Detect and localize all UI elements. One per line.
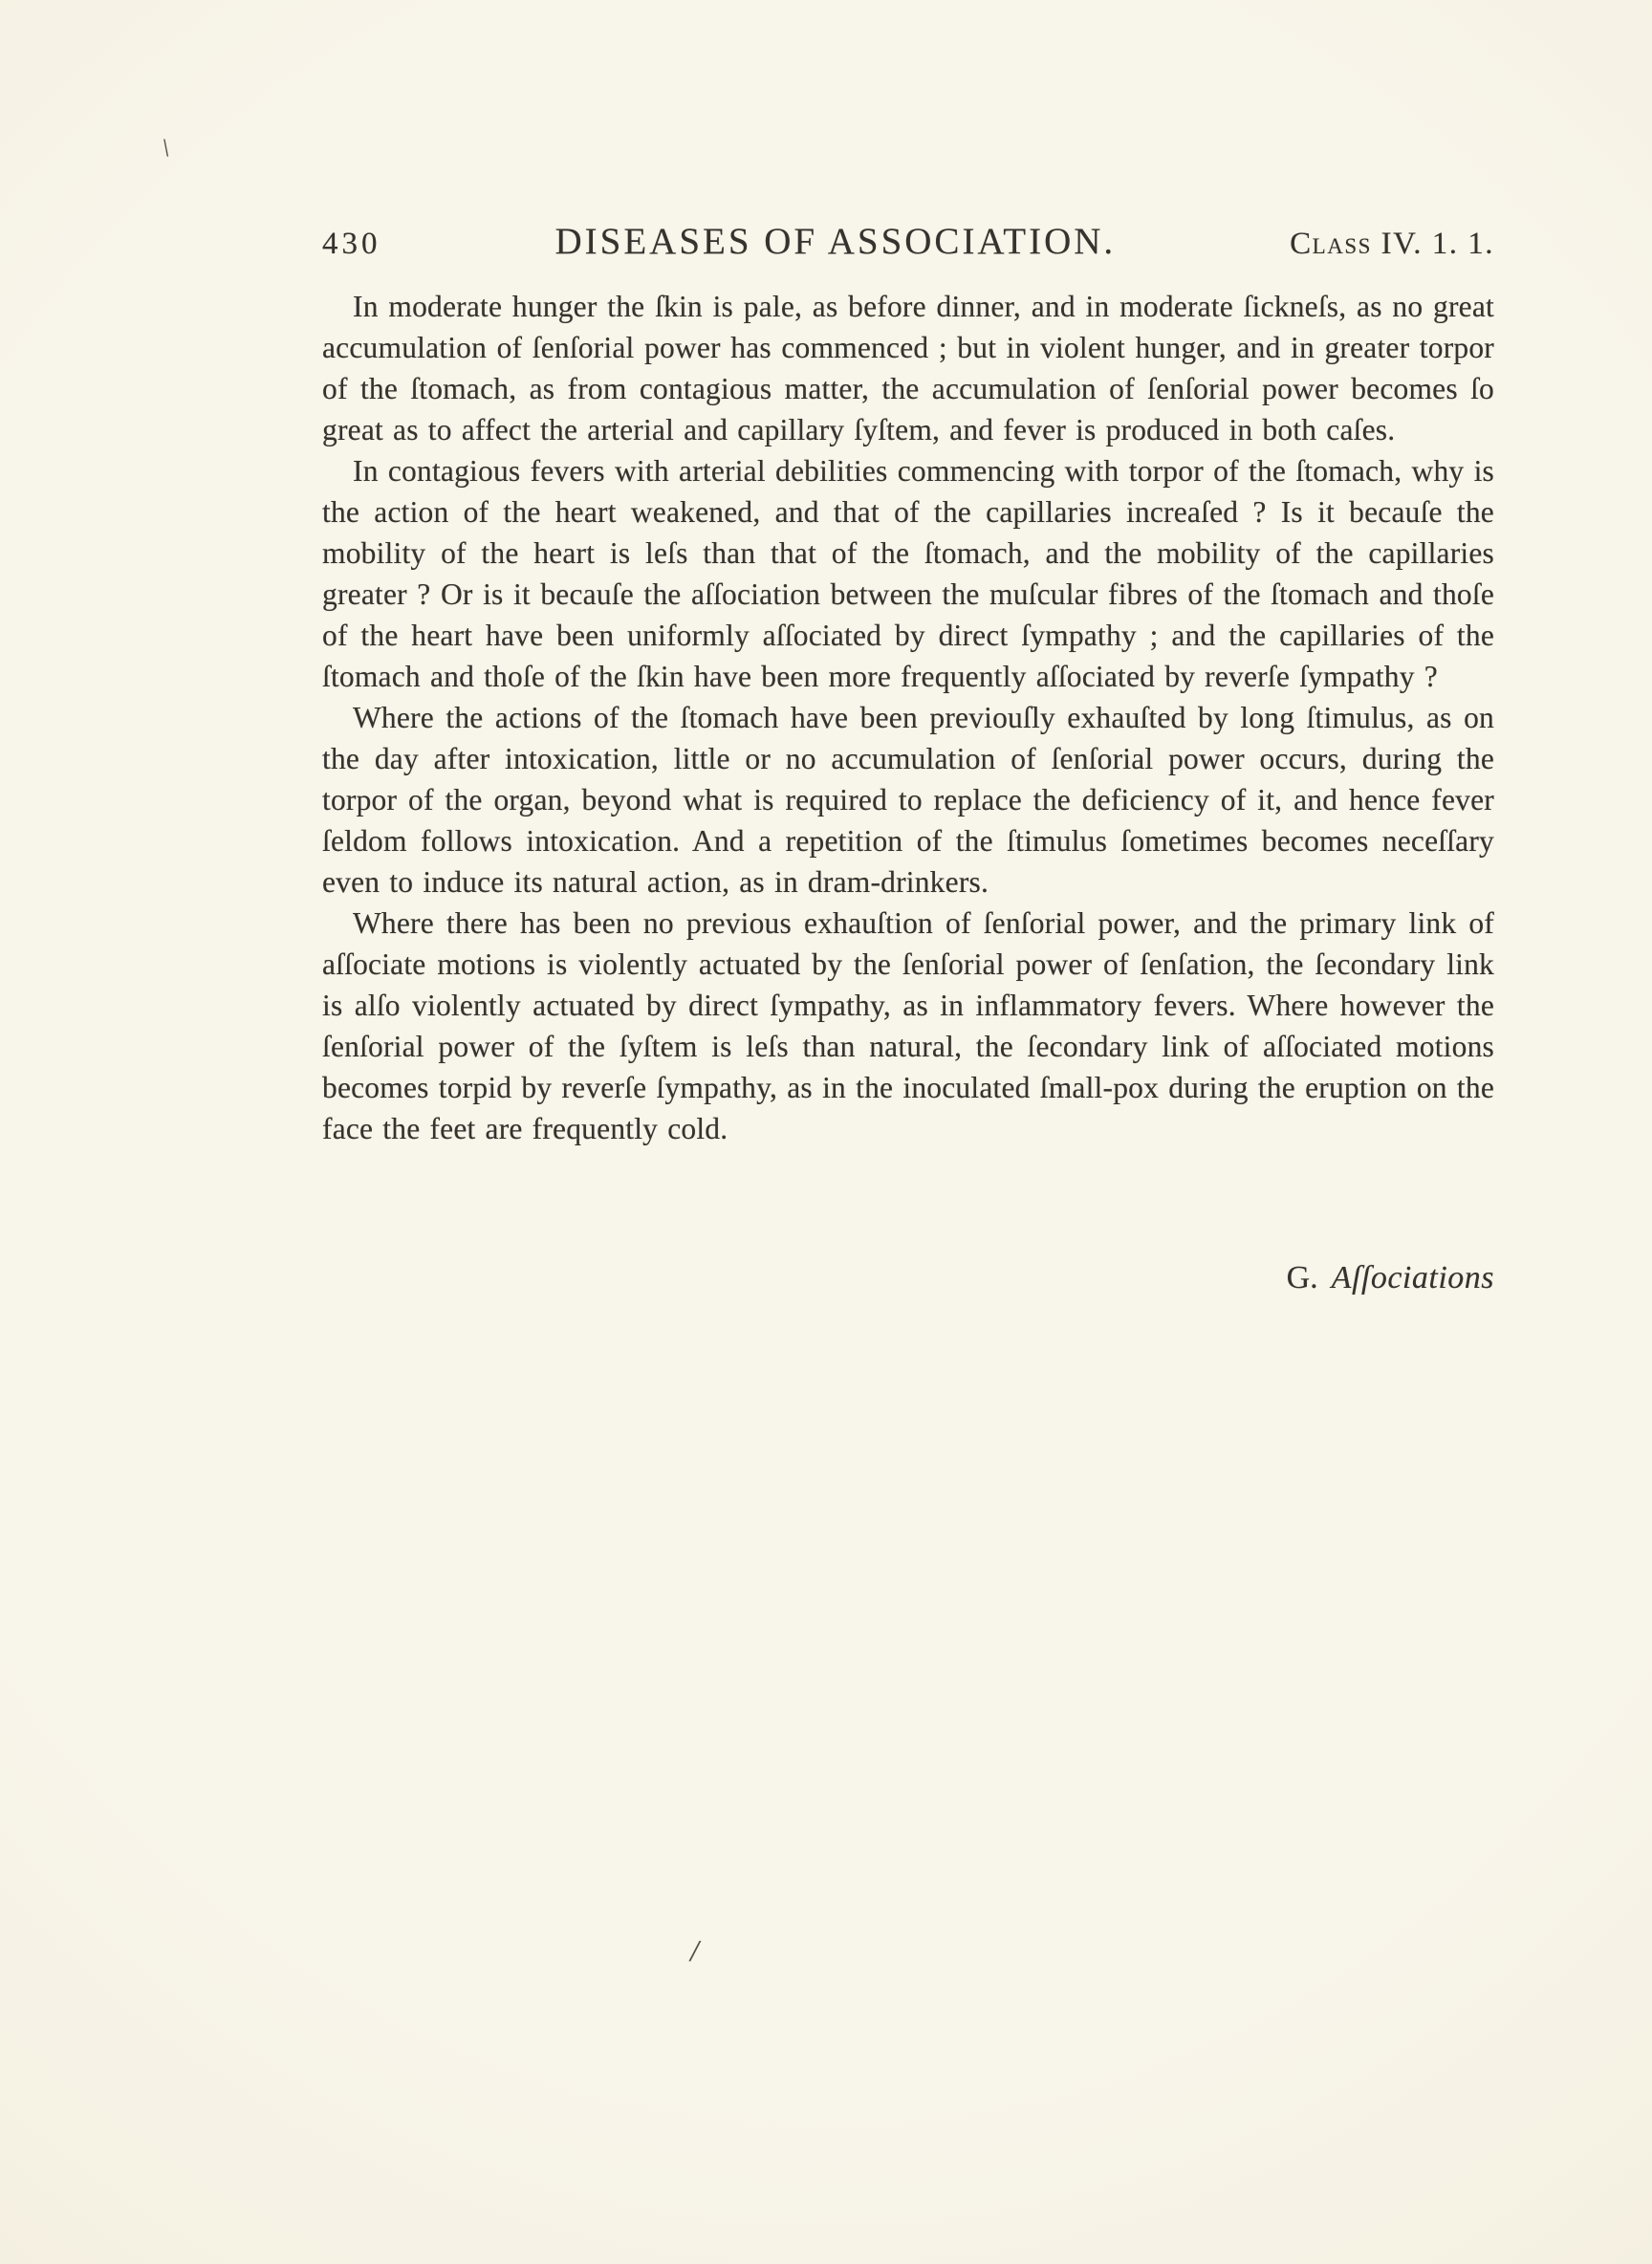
ink-mark-top-left: \: [161, 133, 172, 163]
page-content: [322, 220, 1494, 1296]
paragraph-1: In moderate hunger the ſkin is pale, as before dinner, and in moderate ſickneſs, as no great accumulation of ſenſorial power has commenced ; but in violent hunger, and in greater torpor of the ſtomach, as from contagious matter, the accumulation of ſenſorial power becomes ſo great as to affect the arterial and capillary ſyſtem, and fever is produced in both caſes.: [322, 290, 1494, 446]
page-header: [322, 220, 1494, 263]
catchword-row: [322, 1260, 1494, 1296]
paragraph-4: Where there has been no previous exhauſtion of ſenſorial power, and the primary link of aſſociate motions is violently actuated by the ſenſorial power of ſenſation, the ſecondary link is alſo violently actuated by direct ſympathy, as in inflammatory fevers. Where however the ſenſorial power of the ſyſtem is leſs than natural, the ſecondary link of aſſociated motions becomes torpid by reverſe ſympathy, as in the inoculated ſmall-pox during the eruption on the face the feet are frequently cold.: [322, 906, 1494, 1145]
paragraph-3: Where the actions of the ſtomach have been previouſly exhauſted by long ſtimulus, as on the day after intoxication, little or no accumulation of ſenſorial power occurs, during the torpor of the organ, beyond what is required to replace the deficiency of it, and hence fever ſeldom follows intoxication. And a repetition of the ſtimulus ſometimes becomes neceſſary even to induce its natural action, as in dram-drinkers.: [322, 701, 1494, 899]
page-body: [322, 286, 1494, 1149]
running-title: DISEASES OF ASSOCIATION.: [554, 221, 1117, 262]
ink-mark-bottom: /: [690, 1933, 699, 1968]
signature-mark: G.: [1286, 1260, 1318, 1295]
catchword: Aſſociations: [1331, 1260, 1494, 1295]
class-label: Class IV. 1. 1.: [1290, 227, 1494, 261]
page-number: 430: [322, 227, 381, 261]
paragraph-2: In contagious fevers with arterial debilities commencing with torpor of the ſtomach, why is the action of the heart weakened, and that of the capillaries increaſed ? Is it becauſe the mobility of the heart is leſs than that of the ſtomach, and the mobility of the capillaries greater ? Or is it becauſe the aſſociation between the muſcular fibres of the ſtomach and thoſe of the heart have been uniformly aſſociated by direct ſympathy ; and the capillaries of the ſtomach and thoſe of the ſkin have been more frequently aſſociated by reverſe ſympathy ?: [322, 454, 1494, 693]
